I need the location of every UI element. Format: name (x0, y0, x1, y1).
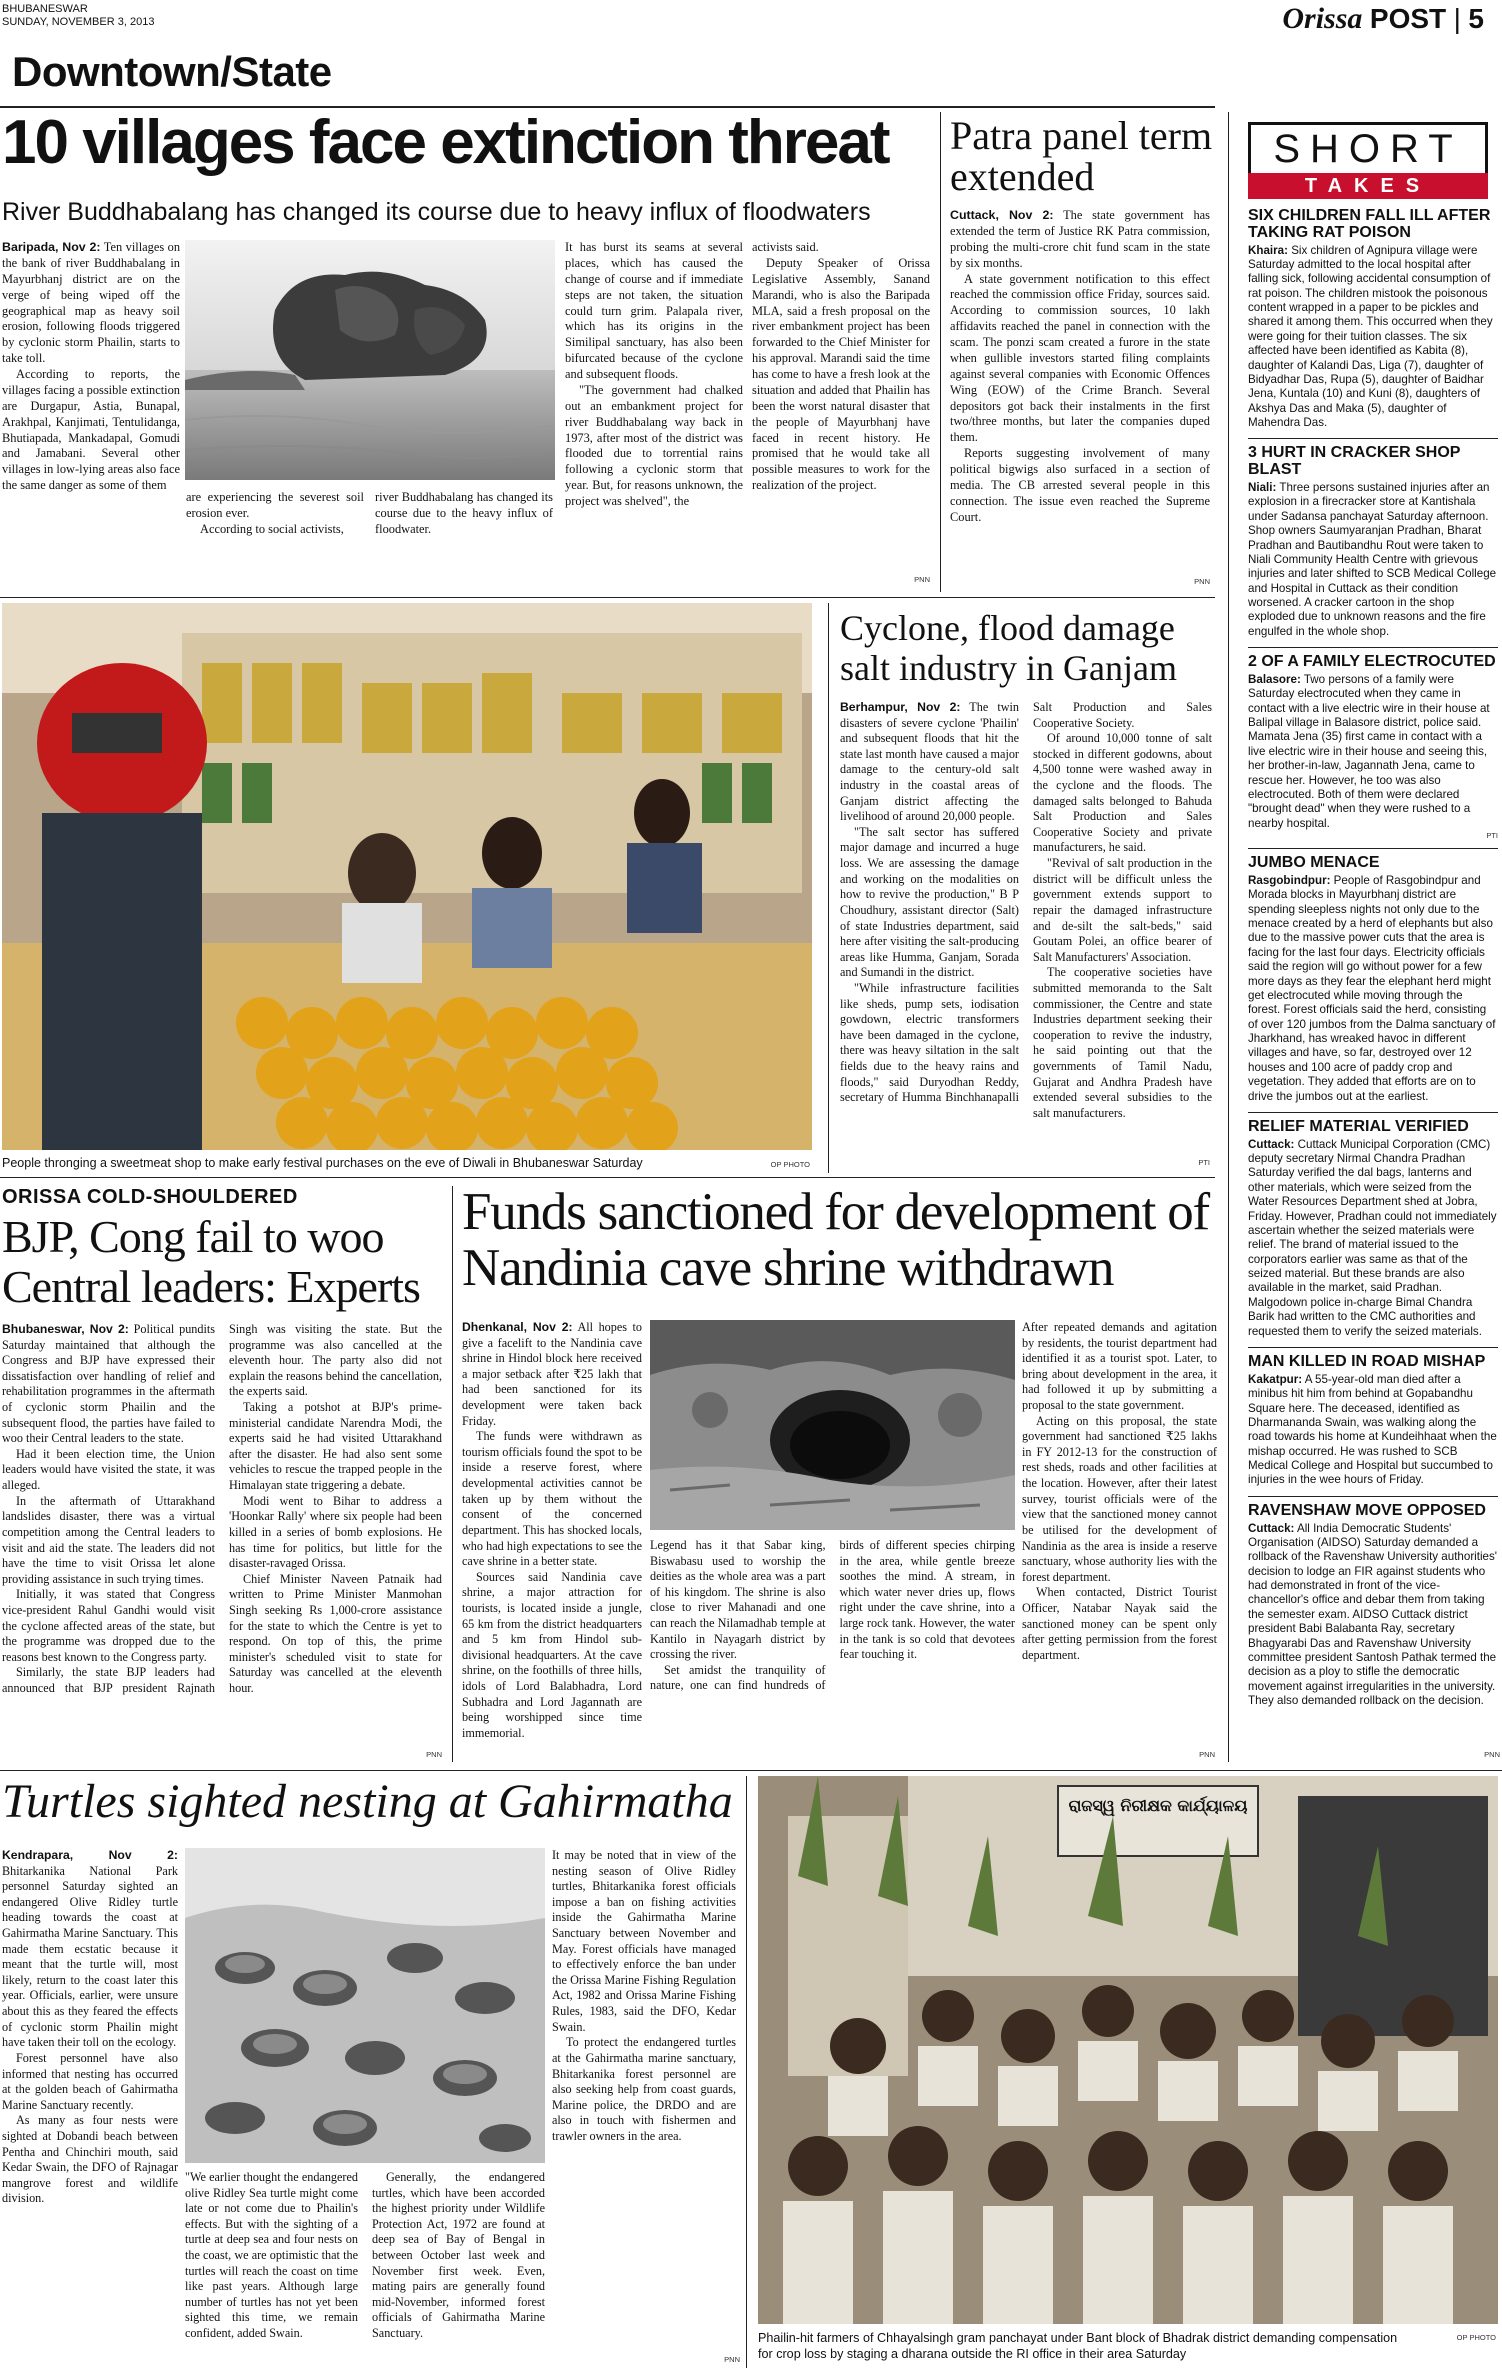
bjp-credit: PNN (426, 1750, 442, 1759)
nandinia-p6: After repeated demands and agitation by residents, the tourist department had identified it as a tourist spot. Later, to bring about development in the area, it had followed it up by submitting a proposal to the state government. (1022, 1320, 1217, 1413)
salt-dateline: Berhampur, Nov 2: (840, 700, 961, 714)
salt-p2: "The salt sector has suffered major damage and incurred a huge loss. We are assessing the damage and working on the modalities on how to revive the production," B P Choudhury, assistant director (Salt) of state Industries department, said here after visiting the salt-producing areas like Humma, Ganjam, Sorada and Sumandi in the district. (840, 824, 1019, 980)
villages-col5-p2: Deputy Speaker of Orissa Legislative Assembly, Sanand Marandi, who is also the Baripada MLA, said a fresh proposal on the river embankment project has been forwarded to the Chief Minister for his approval. Marandi said the time has come to have a fresh look at the situation and added that Phailin has been the worst natural disaster that the people of Mayurbhanj have faced in recent history. He promised that he would take all possible measures to work for the realization of the project. (752, 255, 930, 493)
section-title: Downtown/State (12, 48, 332, 95)
masthead-date: SUNDAY, NOVEMBER 3, 2013 (2, 15, 155, 28)
short-take-dateline: Niali: (1248, 481, 1277, 495)
sweets-caption: People thronging a sweetmeat shop to make early festival purchases on the eve of Diwali in Bhubaneswar Saturday (2, 1156, 643, 1170)
photo-cave-shrine (650, 1320, 1015, 1530)
short-take-body (1248, 1373, 1498, 1488)
short-take-body (1248, 481, 1498, 639)
turtles-p1: Bhitarkanika National Park personnel Saturday sighted an endangered Olive Ridley turtle heading towards the coast at Gahirmatha Marine Sanctuary. This made them ecstatic because it meant that the turtle will, most likely, return to the coast later this year. Officials, earlier, were unsure about this as they feared the effects of cyclonic storm Phailin might have taken their toll on the ecology. (2, 1863, 178, 2050)
sweets-credit: OP PHOTO (770, 1160, 810, 1169)
short-take-text: Six children of Agnipura village were Saturday admitted to the local hospital after falling sick, following accidental consumption of rat poison. The children mistook the poisonous content wrapped in a paper to be pickles and shared it among them. This occurred when they were going for their tuition classes. The six affected have been identified as Kabita (8), daughter of Kalandi Das, Liga (7), daughter of Bidyadhar Das, Rupa (5), daughter of Baidhar Jena, Kuntala (10) and Kuni (8), daughters of Akshya Das and Maka (5), daughter of Mahendra Das. (1248, 243, 1493, 430)
masthead-dateline (2, 3, 154, 28)
short-take-item (1248, 1347, 1498, 1488)
villages-dateline: Baripada, Nov 2: (2, 240, 101, 254)
headline-nandinia: Funds sanctioned for development of Nandinia cave shrine withdrawn (462, 1183, 1209, 1298)
short-take-dateline: Kakatpur: (1248, 1372, 1303, 1386)
salt-p5: "Revival of salt production in the district will be difficult unless the government extends support to repair the damaged infrastructure and de-silt the salt-beds," said Goutam Polei, an office bearer of Salt Manufacturers' Association. (1033, 856, 1212, 964)
villages-col-3 (375, 490, 553, 585)
paper-name-post: POST (1369, 3, 1447, 34)
patra-dateline: Cuttack, Nov 2: (950, 208, 1054, 222)
rule-villages-patra (940, 112, 941, 592)
farmers-credit: OP PHOTO (1456, 2333, 1496, 2342)
short-take-headline: JUMBO MENACE (1248, 848, 1498, 872)
rule-bjp-nandinia (452, 1186, 453, 1762)
villages-col2-p2: According to social activists, (200, 521, 344, 536)
turtles-credit: PNN (724, 2355, 740, 2364)
short-take-item (1248, 208, 1498, 430)
bjp-p4: Initially, it was stated that Congress vice-president Rahul Gandhi would visit the cyclone affected areas of the state, but the programme was dropped due to the reasons best known to the Congress party. (2, 1587, 215, 1664)
short-take-text: All India Democratic Students' Organisation (AIDSO) Saturday demanded a rollback of the Ravenshaw University authorities' decision to lodge an FIR against students who had demonstrated in front of the vice-chancellor's office and debar them from taking the semester exam. AIDSO Cuttack district president Babi Balabanta Ray, secretary Bhagyarabi Das and Ravenshaw University committee president Santosh Pathak termed the decision as a ploy to stifle the democratic movement against irregularities in the university. They also demanded rollback on the decision. (1248, 1521, 1498, 1708)
short-take-headline: 2 OF A FAMILY ELECTROCUTED (1248, 647, 1498, 671)
nandinia-col-2-3 (650, 1538, 1015, 1760)
villages-col5-p1: activists said. (752, 240, 819, 254)
villages-credit: PNN (914, 575, 930, 584)
rule-top-band (0, 597, 1215, 598)
headline-patra: Patra panel term extended (950, 113, 1213, 199)
turtles-dateline: Kendrapara, Nov 2: (2, 1848, 178, 1862)
patra-body (950, 208, 1210, 588)
bjp-p7: Modi went to Bihar to address a 'Hoonkar Rally' where six people had been killed in a series of bomb explosions. He has time for politics, but little for the disaster-ravaged Orissa. (229, 1493, 442, 1571)
short-takes-logo-bottom (1248, 173, 1488, 199)
patra-p3: Reports suggesting involvement of many political bigwigs also surfaced in a section of media. The CB arrested several people in this connection. The issue even reached the Supreme Court. (950, 446, 1210, 524)
rule-lower (0, 1770, 1502, 1771)
logo-separator: | (1453, 3, 1461, 34)
turtles-image (185, 1848, 545, 2163)
nandinia-col-1 (462, 1320, 642, 1760)
turtles-p3: As many as four nests were sighted at Dobandi beach between Pentha and Chinchiri mouth, said Kedar Swain, the DFO of Rajnagar mangrove forest and wildlife division. (2, 2113, 178, 2206)
short-takes-credit: PNN (1484, 1750, 1500, 1759)
turtles-p4: "We earlier thought the endangered olive Ridley Sea turtle might come late or not come due to Phailin's effects. But with the sighting of a turtle at deep sea and four nests on the coast, we are optimistic that the turtles will reach the coast on time like past years. Although large number of turtles has not yet been sighted this time, we remain confident, added Swain. (185, 2170, 358, 2341)
turtles-p5: Generally, the endangered turtles, which have been accorded the highest priority under Wildlife Protection Act, 1972 are found at deep sea of Bay of Bengal in between October last week and November first week. Even, mating pairs are generally found mid-November, informed forest officials of Gahirmatha Marine Sanctuary. (372, 2170, 545, 2341)
short-take-dateline: Cuttack: (1248, 1137, 1295, 1151)
short-takes-logo (1248, 122, 1488, 202)
villages-col-1 (2, 240, 180, 585)
takes-word: TAKES (1304, 174, 1432, 197)
nandinia-credit: PNN (1199, 1750, 1215, 1759)
short-take-item (1248, 1496, 1498, 1709)
cave-shrine-image (650, 1320, 1015, 1530)
nandinia-col-4 (1022, 1320, 1217, 1760)
patra-credit: PNN (1194, 577, 1210, 586)
short-take-headline: MAN KILLED IN ROAD MISHAP (1248, 1347, 1498, 1371)
nandinia-p1: All hopes to give a facelift to the Nandinia cave shrine in Hindol block here received a major setback after ₹25 lakh that had been sanctioned for its development were taken back Friday. (462, 1320, 642, 1428)
short-take-dateline: Khaira: (1248, 243, 1288, 257)
bjp-kicker: ORISSA COLD-SHOULDERED (2, 1186, 298, 1208)
patra-p1: The state government has extended the term of Justice RK Patra commission, probing the multi-crore chit fund scam in the state by six months. (950, 208, 1210, 270)
short-take-item (1248, 848, 1498, 1104)
nandinia-p2: The funds were withdrawn as tourism officials found the spot to be inside a reserve forest, where developmental activities cannot be taken up by them without the consent of the concerned department. This has shocked locals, who had high expectations to see the cave shrine in a better state. (462, 1429, 642, 1569)
bjp-p6: Taking a potshot at BJP's prime-ministerial candidate Narendra Modi, the experts said he had visited Uttarakhand after the disaster. He had also sent some vehicles to rescue the trapped people in the Himalayan state triggering a debate. (229, 1400, 442, 1493)
turtles-col-1 (2, 1848, 178, 2363)
paper-name-orissa: Orissa (1282, 2, 1363, 35)
bjp-p2: Had it been election time, the Union leaders would have visited the state, it was alleged. (2, 1446, 215, 1493)
photo-farmers (758, 1776, 1498, 2324)
villages-p1: Ten villages on the bank of river Buddhabalang in Mayurbhanj district are on the verge of being wiped off the geographical map as heavy soil erosion, following floods triggered by cyclonic storm Phailin, starts to take toll. (2, 240, 180, 366)
short-take-text: Cuttack Municipal Corporation (CMC) deputy secretary Nirmal Chandra Pradhan Saturday verified the dal bags, lanterns and other materials, which were seized from the Water Resources Department shed at Jobra, Friday. However, Pradhan could not immediately ascertain whether the seized materials were relief. The brand of material issued to the corporators earlier was same as that of the seized material. But these brands are also available in the market, said Pradhan. Malgodown police in-charge Bimal Chandra Barik had written to the CMC authorities and requested them to verify the seized materials. (1248, 1137, 1497, 1338)
short-take-text: People of Rasgobindpur and Morada blocks in Mayurbhanj district are spending sleepless nights not only due to the menace created by a herd of elephants but also due to the massive power cuts that the area is facing for the last four days. Electricity officials said the region will go without power for a few more days as they fear the elephant herd might get electrocuted while moving through the forest. Forest officials said the herd, consisting of over 120 jumbos from the Dalma sanctuary of Jharkhand, has wreaked havoc in different villages and have, so far, destroyed over 12 houses and 100 acre of paddy crop and vegetation. They added that efforts are on to drive the jumbos out at the earliest. (1248, 873, 1496, 1103)
short-take-dateline: Cuttack: (1248, 1521, 1295, 1535)
villages-col2-p1: are experiencing the severest soil erosion ever. (186, 490, 364, 520)
masthead-city: BHUBANESWAR (2, 3, 88, 15)
farmers-caption: Phailin-hit farmers of Chhayalsingh gram panchayat under Bant block of Bhadrak district demanding compensation for crop loss by staging a dharana outside the RI office in their area Saturday (758, 2331, 1398, 2362)
salt-body (840, 700, 1212, 1168)
turtles-col-2-3 (185, 2170, 545, 2363)
villages-p2: According to reports, the villages facing a possible extinction are Durgapur, Astia, Bunapal, Arakhpal, Kanjimati, Tentulidanga, Bhutiapada, Mankadapal, Gomudi and Jamabani. Several other villages in low-lying areas also face the same danger as some of them (2, 367, 180, 493)
salt-p1: The twin disasters of severe cyclone 'Phailin' and subsequent floods that hit the state last month have caused a major damage to the century-old salt industry in the coastal areas of Ganjam district affecting the livelihood of around 20,000 people. (840, 700, 1019, 824)
river-flood-image (185, 240, 555, 480)
bjp-p5: Similarly, the state BJP leaders had announced that BJP president Rajnath Singh was visiting the state. But the programme was also cancelled at the eleventh hour. The party also did not explain the reasons behind the cancellation, the experts said. (2, 1322, 442, 1696)
short-take-text: Three persons sustained injuries after an explosion in a firecracker store at Kantishala under Sadansa panchayat Saturday afternoon. Shop owners Saumyaranjan Pradhan, Bharat Pradhan and Bautibandhu Rout were taken to Niali Community Health Centre with grievous injuries and later shifted to SCB Medical College and Hospital in Cuttack as their condition worsened. A cracker cartoon in the shop exploded due to unknown reasons and the fire engulfed in the whole shop. (1248, 481, 1497, 638)
short-take-item (1248, 438, 1498, 639)
patra-p2: A state government notification to this effect reached the commission office Friday, sources said. According to commission sources, 10 lakh affidavits reached the panel in connection with the scam. The ponzi scam created a furore in the state when gullible investors started filing complaints against several companies with Economic Offences Wing (EOW) of the Crime Branch. Several depositors got back their instalments in the first two/three months, but later the companies duped them. (950, 271, 1210, 445)
short-take-headline: 3 HURT IN CRACKER SHOP BLAST (1248, 438, 1498, 479)
short-takes-logo-top (1248, 122, 1488, 173)
short-take-credit-pti: PTI (1486, 831, 1498, 841)
villages-col-4 (565, 240, 743, 585)
nandinia-dateline: Dhenkanal, Nov 2: (462, 1320, 573, 1334)
short-takes-list (1248, 208, 1498, 1768)
rule-middle (0, 1177, 1215, 1178)
rule-photo-salt (828, 603, 829, 1173)
short-takes-word: SHORT (1273, 126, 1463, 171)
short-take-dateline: Balasore: (1248, 672, 1301, 686)
rule-turtles-farmers (746, 1776, 747, 2368)
bjp-body (2, 1322, 442, 1762)
short-take-dateline: Rasgobindpur: (1248, 873, 1331, 887)
short-take-body (1248, 673, 1498, 831)
nandinia-p4: Legend has it that Sabar king, Biswabasu used to worship the deities as the whole area was a part of his kingdom. The shrine is also close to river Mahanadi and one can reach the Nilamadhab temple at Kantilo in Nayagarh district by crossing the river. (650, 1538, 826, 1662)
short-take-body (1248, 1138, 1498, 1339)
short-take-text: A 55-year-old man died after a minibus hit him from behind at Gopabandhu Square here. The deceased, identified as Dharmananda Swain, was walking along the road towards his home at Kundeihhaat when the mishap occurred. He was rushed to SCB Medical College and Hospital but succumbed to injuries in the wee hours of Friday. (1248, 1372, 1497, 1487)
farmers-office-sign: ରାଜସ୍ୱ ନିରୀକ୍ଷକ କାର୍ଯ୍ୟାଳୟ (1068, 1796, 1248, 1815)
short-take-text: Two persons of a family were Saturday electrocuted when they came in contact with a live electric wire in their house at Balipal village in Balasore district, police said. Mamata Jena (35) first came in contact with a live electric wire in their house and seeing this, her brother-in-law, Jagannath Jena, came to rescue her. However, he too was also electrocuted. Both of them were declared "brought dead" when they were rushed to a nearby hospital. (1248, 672, 1490, 830)
short-take-body (1248, 1522, 1498, 1709)
turtles-p2: Forest personnel have also informed that nesting has occurred at the golden beach of Gahirmatha Marine Sanctuary recently. (2, 2050, 178, 2112)
bjp-p8: Chief Minister Naveen Patnaik had written to Prime Minister Manmohan Singh seeking Rs 1,000-crore assistance for the state to which the Centre is yet to respond. On top of this, the prime minister's scheduled visit to state for Saturday was cancelled at the eleventh hour. (229, 1571, 442, 1696)
villages-col4-p2: "The government had chalked out an embankment project for river Buddhabalang way back in 1973, after most of the district was flooded due to torrential rains following a cyclonic storm that year. But, for reasons unknown, the project was shelved", the (565, 382, 743, 508)
nandinia-p7: Acting on this proposal, the state government had sanctioned ₹25 lakhs in FY 2012-13 for the construction of rest sheds, roads and other facilities at the location. However, after their latest survey, tourist officials were of the view that the sanctioned money cannot be utilised for the development of Nandinia as the area is inside a reserve sanctuary, whose authority lies with the forest department. (1022, 1413, 1217, 1584)
turtles-p7: To protect the endangered turtles at the Gahirmatha marine sanctuary, Bhitarkanika forest personnel are also seeking help from coast guards, Marine police, the DRDO and are also in touch with fishermen and trawler owners in the area. (552, 2035, 736, 2143)
salt-p6: The cooperative societies have submitted memoranda to the Salt commissioner, the Centre and state Industries department seeking their cooperation to revive the industry, he said pointing out that the governments of Tamil Nadu, Gujarat and Andhra Pradesh have extended several subsidies to the salt manufacturers. (1033, 965, 1212, 1120)
salt-p4: Of around 10,000 tonne of salt stocked in different godowns, about 4,500 tonne were washed away in the cyclone and the floods. The damaged salts belonged to Bahuda Salt Production and Sales Cooperative Society and private manufacturers, he said. (1033, 731, 1212, 855)
headline-villages: 10 villages face extinction threat (2, 108, 889, 177)
headline-bjp: BJP, Cong fail to woo Central leaders: Experts (2, 1211, 420, 1312)
villages-col-5 (752, 240, 930, 585)
nandinia-p8: When contacted, District Tourist Officer, Natabar Nayak said the sanctioned money can be spent only after getting permission from the forest department. (1022, 1585, 1217, 1662)
turtles-p6: It may be noted that in view of the nesting season of Olive Ridley turtles, Bhitarkanika forest officials impose a ban on fishing activities inside the Gahirmatha Marine Sanctuary between November and May. Forest officials have managed to effectively enforce the ban under the Orissa Marine Fishing Regulation Act, 1982 and Orissa Marine Fishing Rules, 1983, said the DFO, Kedar Swain. (552, 1848, 736, 2034)
short-take-headline: SIX CHILDREN FALL ILL AFTER TAKING RAT POISON (1248, 208, 1491, 241)
nandinia-p5: Set amidst the tranquility of nature, one can find hundreds of birds of different species chirping in the area, while gentle breeze soothes the mind. A stream, in which water never dries up, flows right under the cave shrine, into a large rock tank. However, the water in the tank is so cold that devotees fear touching it. (650, 1538, 1015, 1693)
page-number: 5 (1468, 3, 1484, 34)
short-take-headline: RELIEF MATERIAL VERIFIED (1248, 1112, 1498, 1136)
photo-sweetmeat-shop (2, 603, 812, 1150)
villages-col3-p1: river Buddhabalang has changed its course due to the heavy influx of floodwater. (375, 490, 553, 536)
short-take-body (1248, 874, 1498, 1104)
short-take-body (1248, 244, 1498, 431)
villages-col-2 (186, 490, 364, 585)
short-take-headline: RAVENSHAW MOVE OPPOSED (1248, 1496, 1498, 1520)
short-take-item (1248, 1112, 1498, 1339)
salt-credit: PTI (1198, 1158, 1210, 1167)
bjp-p1: Political pundits Saturday maintained that although the Congress and BJP have expressed their dissatisfaction over handling of relief and rehabilitation programmes in the aftermath of cyclonic storm Phailin and the subsequent flood, the parties have failed to woo their Central leaders to the state. (2, 1322, 215, 1446)
subhead-villages: River Buddhabalang has changed its course due to heavy influx of floodwaters (2, 198, 871, 226)
turtles-col-4 (552, 1848, 736, 2363)
headline-turtles: Turtles sighted nesting at Gahirmatha (2, 1775, 733, 1828)
photo-turtles (185, 1848, 545, 2163)
paper-logo (1282, 4, 1484, 34)
sweetmeat-shop-image (2, 603, 812, 1150)
farmers-image (758, 1776, 1498, 2324)
bjp-p3: In the aftermath of Uttarakhand landslides disaster, there was a virtual competition among the Central leaders to visit and aid the state. The leaders did not have the time to visit Orissa let alone providing assistance in such trying times. (2, 1493, 215, 1586)
villages-col4-p1: It has burst its seams at several places, which has caused the change of course and if immediate steps are not taken, the situation could turn grim. Palapala river, which has its origins in the Similipal sanctuary, has also been bifurcated because of the cyclone and subsequent floods. (565, 240, 743, 381)
bjp-dateline: Bhubaneswar, Nov 2: (2, 1322, 129, 1336)
short-take-item (1248, 647, 1498, 840)
salt-p3: "While infrastructure facilities like sheds, pump sets, iodisation gowdown, electric transformers have been damaged in the cyclone, there was heavy siltation in the salt fields due to the heavy rains and floods," said Duryodhan Reddy, secretary of Humma Binchhanapalli Salt Production and Sales Cooperative Society. (840, 700, 1212, 1105)
nandinia-p3: Sources said Nandinia cave shrine, a major attraction for tourists, is located inside a jungle, 65 km from the district headquarters and 5 km from Hindol sub-divisional headquarters. At the cave shrine, on the foothills of three hills, idols of Lord Balabhadra, Lord Subhadra and Lord Jagannath are being worshipped since time immemorial. (462, 1569, 642, 1740)
headline-salt: Cyclone, flood damage salt industry in Ganjam (840, 608, 1177, 689)
photo-river-flood (185, 240, 555, 480)
rule-short-takes (1228, 112, 1229, 1762)
